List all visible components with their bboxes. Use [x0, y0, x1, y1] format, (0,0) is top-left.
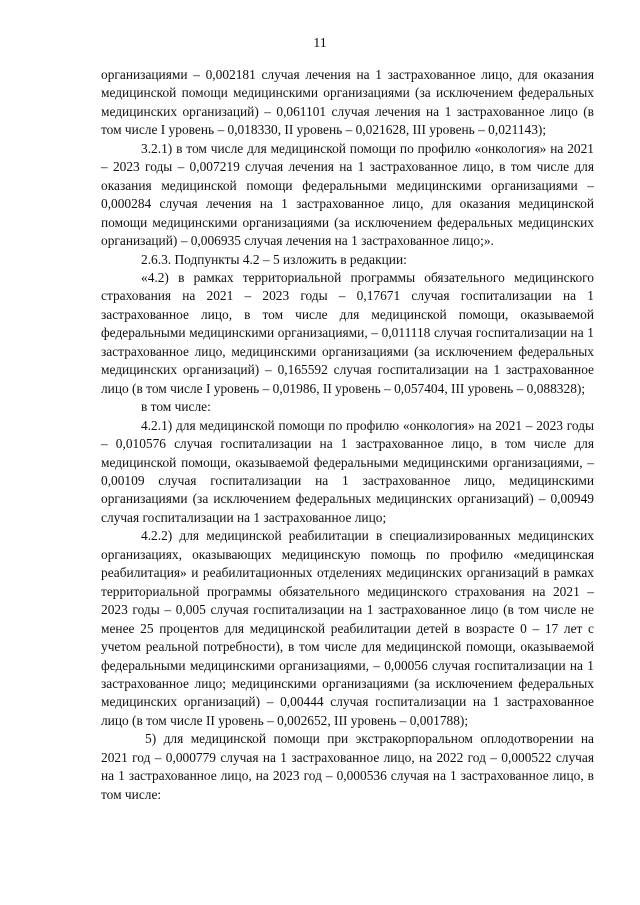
paragraph-4-2-2: 4.2.2) для медицинской реабилитации в специализированных медицинских организациях, оказывающих медицинскую помощь по профилю «медицинская реабилитация» и реабилитационных отделениях медицинских организаций в рамках территориальной программы обязательного медицинского страхования на 2021 – 2023 годы – 0,005 случая госпитализации на 1 застрахованное лицо (в том числе не менее 25 процентов для медицинской реабилитации детей в возрасте 0 – 17 лет с учетом реальной потребности), в том числе для медицинской помощи, оказываемой федеральными медицинскими организациями, – 0,00056 случая госпитализации на 1 застрахованное лицо; медицинскими организациями (за исключением федеральных медицинских организаций) – 0,00444 случая госпитализации на 1 застрахованное лицо (в том числе II уровень – 0,002652, III уровень – 0,001788);	[101, 528, 594, 728]
paragraph-4-2: «4.2) в рамках территориальной программы обязательного медицинского страхования на 2021 – 2023 годы – 0,17671 случая госпитализации на 1 застрахованное лицо, в том числе для медицинской помощи, оказываемой федеральными медицинскими организациями, – 0,011118 случая госпитализации на 1 застрахованное лицо, медицинскими организациями (за исключением федеральных медицинских организаций) – 0,165592 случая госпитализации на 1 застрахованное лицо (в том числе I уровень – 0,01986, II уровень – 0,057404, III уровень – 0,088328);	[101, 269, 594, 396]
paragraph-3-2-1: 3.2.1) в том числе для медицинской помощи по профилю «онкология» на 2021 – 2023 годы – 0,007219 случая лечения на 1 застрахованное лицо, в том числе для оказания медицинской помощи федеральными медицинскими организациями – 0,000284 случая лечения на 1 застрахованное лицо, для оказания медицинской помощи медицинскими организациями (за исключением федеральных медицинских организаций) – 0,006935 случая лечения на 1 застрахованное лицо;».	[101, 140, 594, 249]
document-body	[101, 66, 594, 804]
paragraph-continuation: организациями – 0,002181 случая лечения на 1 застрахованное лицо, для оказания медицинской помощи медицинскими организациями (за исключением федеральных медицинских организаций) – 0,061101 случая лечения на 1 застрахованное лицо (в том числе I уровень – 0,018330, II уровень – 0,021628, III уровень – 0,021143);	[101, 67, 594, 138]
paragraph-2-6-3: 2.6.3. Подпункты 4.2 – 5 изложить в редакции:	[141, 251, 407, 267]
page-number: 11	[313, 36, 327, 51]
paragraph-5: 5) для медицинской помощи при экстракорпоральном оплодотворении на 2021 год – 0,000779 случая на 1 застрахованное лицо, на 2022 год – 0,000522 случая на 1 застрахованное лицо, на 2023 год – 0,000536 случая на 1 застрахованное лицо, в том числе:	[101, 731, 594, 802]
paragraph-in-that-number: в том числе:	[141, 399, 211, 415]
paragraph-4-2-1: 4.2.1) для медицинской помощи по профилю «онкология» на 2021 – 2023 годы – 0,010576 случая госпитализации на 1 застрахованное лицо, в том числе для медицинской помощи, оказываемой федеральными медицинскими организациями, – 0,00109 случая госпитализации на 1 застрахованное лицо, медицинскими организациями (за исключением федеральных медицинских организаций) – 0,00949 случая госпитализации на 1 застрахованное лицо;	[101, 417, 594, 525]
